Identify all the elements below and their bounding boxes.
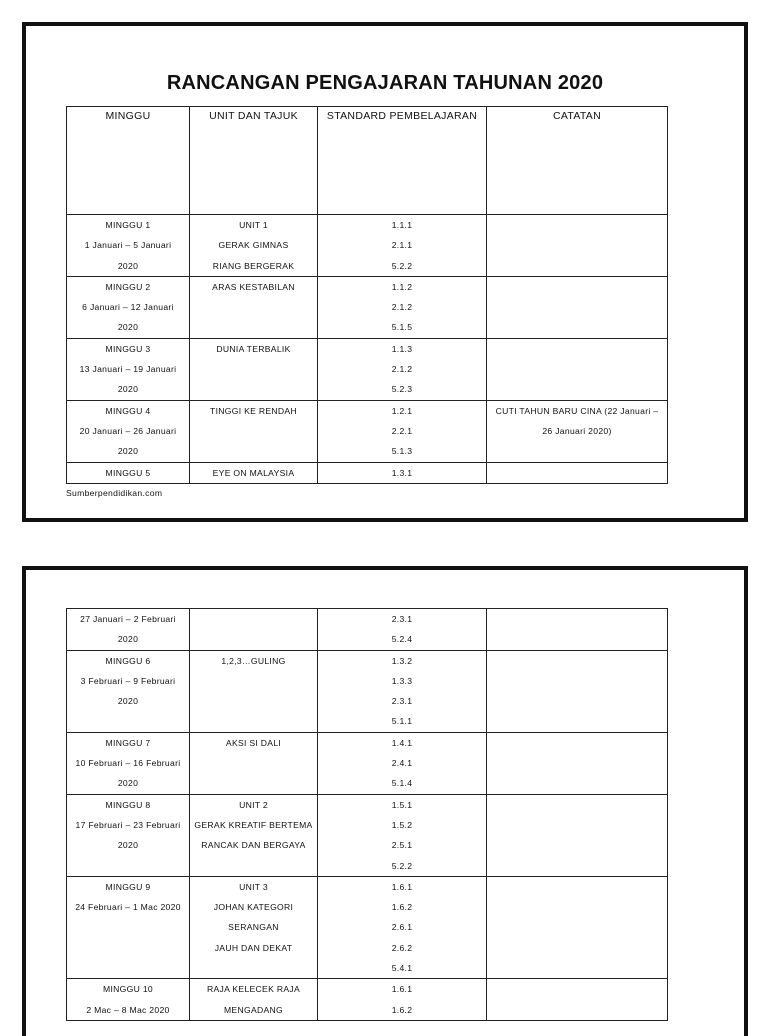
catatan-cell bbox=[487, 609, 668, 651]
standard-line: 5.2.2 bbox=[391, 860, 413, 871]
unit-line: RAJA KELECEK RAJA bbox=[207, 984, 300, 995]
document-page-1 bbox=[22, 22, 748, 522]
unit-cell bbox=[190, 794, 318, 876]
standard-cell bbox=[318, 276, 487, 338]
standard-line: 1.3.3 bbox=[391, 675, 413, 686]
unit-line: MENGADANG bbox=[223, 1004, 284, 1015]
standard-cell bbox=[318, 650, 487, 732]
unit-cell bbox=[190, 215, 318, 277]
page-title: RANCANGAN PENGAJARAN TAHUNAN 2020 bbox=[166, 72, 604, 94]
standard-line: 5.2.3 bbox=[391, 384, 413, 395]
standard-line: 1.6.1 bbox=[391, 881, 413, 892]
standard-line: 1.1.1 bbox=[391, 220, 413, 230]
unit-cell bbox=[190, 609, 318, 651]
table-header-row bbox=[67, 107, 668, 215]
unit-cell bbox=[190, 876, 318, 978]
catatan-cell bbox=[487, 400, 668, 462]
unit-cell bbox=[190, 732, 318, 794]
unit-line: JOHAN KATEGORI bbox=[213, 902, 294, 913]
minggu-line: 2020 bbox=[117, 634, 139, 645]
table-row bbox=[67, 462, 668, 483]
standard-line: 2.4.1 bbox=[391, 758, 413, 769]
table-body-page-1 bbox=[67, 215, 668, 484]
catatan-cell bbox=[487, 794, 668, 876]
minggu-line: 10 Februari – 16 Februari bbox=[75, 758, 181, 769]
minggu-line: MINGGU 4 bbox=[105, 405, 151, 416]
unit-line: TINGGI KE RENDAH bbox=[210, 405, 297, 416]
document-page-2 bbox=[22, 566, 748, 1036]
unit-cell bbox=[190, 338, 318, 400]
table-row bbox=[67, 876, 668, 978]
minggu-line: 1 Januari – 5 Januari bbox=[84, 240, 172, 251]
catatan-cell bbox=[487, 876, 668, 978]
standard-cell bbox=[318, 338, 487, 400]
catatan-cell bbox=[487, 338, 668, 400]
unit-cell bbox=[190, 979, 318, 1021]
table-row bbox=[67, 609, 668, 651]
standard-cell bbox=[318, 794, 487, 876]
unit-line: RANCAK DAN BERGAYA bbox=[201, 840, 306, 851]
plan-table-page-2 bbox=[66, 608, 668, 1021]
standard-cell bbox=[318, 462, 487, 483]
minggu-line: MINGGU 3 bbox=[105, 343, 151, 354]
minggu-line: 17 Februari – 23 Februari bbox=[75, 819, 181, 830]
catatan-cell bbox=[487, 276, 668, 338]
minggu-line: 2020 bbox=[117, 384, 139, 395]
minggu-cell bbox=[67, 979, 190, 1021]
standard-cell bbox=[318, 979, 487, 1021]
standard-line: 2.5.1 bbox=[391, 840, 413, 851]
standard-line: 2.1.1 bbox=[391, 240, 413, 251]
standard-cell bbox=[318, 609, 487, 651]
plan-table-page-1 bbox=[66, 106, 668, 484]
table-row bbox=[67, 400, 668, 462]
table-row bbox=[67, 215, 668, 277]
table-row bbox=[67, 979, 668, 1021]
minggu-cell bbox=[67, 650, 190, 732]
unit-line: 1,2,3…GULING bbox=[221, 655, 286, 666]
minggu-line: MINGGU 7 bbox=[105, 737, 151, 748]
minggu-line: 2020 bbox=[117, 322, 139, 333]
minggu-line: 2020 bbox=[117, 696, 139, 707]
table-row bbox=[67, 338, 668, 400]
header-standard-pembelajaran: STANDARD PEMBELAJARAN bbox=[318, 107, 487, 215]
unit-line: UNIT 3 bbox=[239, 881, 268, 892]
unit-line: EYE ON MALAYSIA bbox=[212, 467, 295, 478]
standard-line: 2.6.1 bbox=[391, 922, 413, 933]
minggu-line: 24 Februari – 1 Mac 2020 bbox=[75, 902, 181, 913]
standard-line: 1.5.1 bbox=[391, 799, 413, 810]
standard-cell bbox=[318, 876, 487, 978]
minggu-cell bbox=[67, 794, 190, 876]
unit-line: SERANGAN bbox=[228, 922, 279, 933]
standard-line: 5.1.5 bbox=[391, 322, 413, 333]
minggu-cell bbox=[67, 400, 190, 462]
standard-line: 1.5.2 bbox=[391, 819, 413, 830]
unit-cell bbox=[190, 276, 318, 338]
standard-line: 1.3.2 bbox=[391, 655, 413, 666]
standard-line: 1.1.3 bbox=[391, 343, 413, 354]
table-row bbox=[67, 794, 668, 876]
standard-line: 1.2.1 bbox=[391, 405, 413, 416]
standard-line: 1.6.1 bbox=[391, 984, 413, 995]
header-minggu: MINGGU bbox=[67, 107, 190, 215]
source-footer: Sumberpendidikan.com bbox=[66, 488, 163, 498]
header-unit-dan-tajuk: UNIT DAN TAJUK bbox=[190, 107, 318, 215]
standard-line: 1.6.2 bbox=[391, 1004, 413, 1015]
standard-line: 5.2.4 bbox=[391, 634, 413, 645]
standard-line: 2.3.1 bbox=[391, 614, 413, 624]
unit-line: UNIT 2 bbox=[239, 799, 268, 810]
standard-line: 2.6.2 bbox=[391, 942, 413, 953]
standard-cell bbox=[318, 215, 487, 277]
minggu-line: MINGGU 8 bbox=[105, 799, 151, 810]
table-body-page-2 bbox=[67, 609, 668, 1021]
standard-line: 2.1.2 bbox=[391, 302, 413, 313]
minggu-cell bbox=[67, 215, 190, 277]
minggu-line: 13 Januari – 19 Januari bbox=[79, 364, 177, 375]
standard-line: 5.1.1 bbox=[391, 716, 413, 727]
unit-line: GERAK KREATIF BERTEMA bbox=[194, 819, 313, 830]
minggu-line: 2 Mac – 8 Mac 2020 bbox=[86, 1004, 170, 1015]
unit-line: ARAS KESTABILAN bbox=[212, 281, 295, 292]
minggu-line: MINGGU 6 bbox=[105, 655, 151, 666]
table-row bbox=[67, 650, 668, 732]
minggu-cell bbox=[67, 876, 190, 978]
unit-line: DUNIA TERBALIK bbox=[216, 343, 291, 354]
minggu-line: MINGGU 1 bbox=[105, 220, 151, 230]
standard-line: 2.2.1 bbox=[391, 425, 413, 436]
standard-line: 2.1.2 bbox=[391, 364, 413, 375]
minggu-line: 2020 bbox=[117, 260, 139, 271]
standard-line: 5.1.3 bbox=[391, 446, 413, 457]
standard-line: 5.2.2 bbox=[391, 260, 413, 271]
catatan-cell bbox=[487, 979, 668, 1021]
minggu-cell bbox=[67, 462, 190, 483]
catatan-line: 26 Januari 2020) bbox=[542, 425, 612, 436]
minggu-line: MINGGU 2 bbox=[105, 281, 151, 292]
unit-line: UNIT 1 bbox=[239, 220, 268, 230]
unit-cell bbox=[190, 400, 318, 462]
standard-cell bbox=[318, 732, 487, 794]
unit-cell bbox=[190, 462, 318, 483]
standard-line: 5.4.1 bbox=[391, 963, 413, 974]
standard-line: 1.1.2 bbox=[391, 281, 413, 292]
minggu-cell bbox=[67, 732, 190, 794]
minggu-line: 6 Januari – 12 Januari bbox=[82, 302, 174, 313]
standard-line: 2.3.1 bbox=[391, 696, 413, 707]
minggu-line: 2020 bbox=[117, 778, 139, 789]
minggu-line: 27 Januari – 2 Februari bbox=[80, 614, 176, 624]
minggu-cell bbox=[67, 276, 190, 338]
catatan-cell bbox=[487, 215, 668, 277]
unit-line: AKSI SI DALI bbox=[225, 737, 282, 748]
unit-line: GERAK GIMNAS bbox=[218, 240, 289, 251]
minggu-line: 20 Januari – 26 Januari bbox=[79, 425, 177, 436]
catatan-cell bbox=[487, 650, 668, 732]
standard-line: 1.6.2 bbox=[391, 902, 413, 913]
standard-line: 1.3.1 bbox=[391, 467, 413, 478]
minggu-cell bbox=[67, 609, 190, 651]
table-row bbox=[67, 732, 668, 794]
minggu-line: MINGGU 10 bbox=[103, 984, 153, 995]
minggu-cell bbox=[67, 338, 190, 400]
catatan-cell bbox=[487, 462, 668, 483]
catatan-line: CUTI TAHUN BARU CINA (22 Januari – bbox=[495, 405, 659, 416]
header-catatan: CATATAN bbox=[487, 107, 668, 215]
unit-cell bbox=[190, 650, 318, 732]
table-row bbox=[67, 276, 668, 338]
standard-line: 5.1.4 bbox=[391, 778, 413, 789]
minggu-line: 3 Februari – 9 Februari bbox=[80, 675, 176, 686]
minggu-line: MINGGU 9 bbox=[105, 881, 151, 892]
minggu-line: MINGGU 5 bbox=[105, 467, 151, 478]
catatan-cell bbox=[487, 732, 668, 794]
minggu-line: 2020 bbox=[117, 840, 139, 851]
standard-cell bbox=[318, 400, 487, 462]
minggu-line: 2020 bbox=[117, 446, 139, 457]
standard-line: 1.4.1 bbox=[391, 737, 413, 748]
unit-line: JAUH DAN DEKAT bbox=[214, 942, 293, 953]
unit-line: RIANG BERGERAK bbox=[212, 260, 295, 271]
